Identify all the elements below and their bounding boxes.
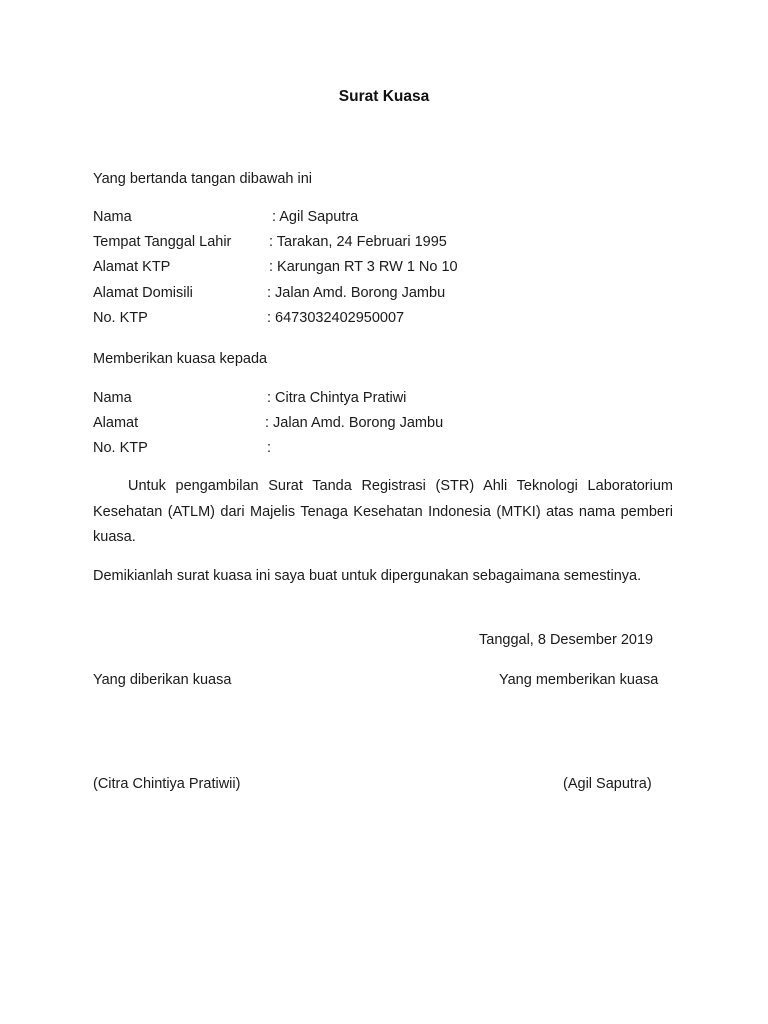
field-value: : Agil Saputra: [272, 209, 359, 225]
field-label: Nama: [93, 390, 132, 406]
purpose-text: Untuk pengambilan Surat Tanda Registrasi (STR) Ahli Teknologi Laboratorium Kesehatan (ATLM) dari Majelis Tenaga Kesehatan Indonesia (MTKI) atas nama pemberi kuasa.: [93, 478, 673, 545]
field-label: Alamat KTP: [93, 259, 171, 275]
signature-right-label: Yang memberikan kuasa: [499, 672, 659, 688]
document-title: Surat Kuasa: [338, 88, 430, 105]
closing-text: Demikianlah surat kuasa ini saya buat untuk dipergunakan sebagaimana semestinya.: [93, 568, 642, 584]
field-label: No. KTP: [93, 440, 148, 456]
intro-label: Yang bertanda tangan dibawah ini: [93, 171, 313, 187]
field-label: Alamat Domisili: [93, 285, 193, 301]
field-label: Alamat: [93, 415, 139, 431]
field-label: No. KTP: [93, 310, 148, 326]
field-value: : Jalan Amd. Borong Jambu: [265, 415, 444, 431]
field-value: : Jalan Amd. Borong Jambu: [267, 285, 446, 301]
letter-date: Tanggal, 8 Desember 2019: [479, 632, 654, 648]
signature-left-name: (Citra Chintiya Pratiwii): [93, 776, 241, 792]
purpose-paragraph: [93, 474, 673, 551]
field-value: : 6473032402950007: [267, 310, 405, 326]
signature-left-label: Yang diberikan kuasa: [93, 672, 232, 688]
field-value: : Citra Chintya Pratiwi: [267, 390, 407, 406]
grant-heading-text: Memberikan kuasa kepada: [93, 351, 268, 367]
field-value: : Tarakan, 24 Februari 1995: [269, 234, 447, 250]
field-value: :: [267, 440, 272, 456]
field-value: : Karungan RT 3 RW 1 No 10: [269, 259, 458, 275]
field-label: Tempat Tanggal Lahir: [93, 234, 232, 250]
field-label: Nama: [93, 209, 132, 225]
closing-paragraph: [93, 564, 673, 590]
signature-right-name: (Agil Saputra): [563, 776, 652, 792]
